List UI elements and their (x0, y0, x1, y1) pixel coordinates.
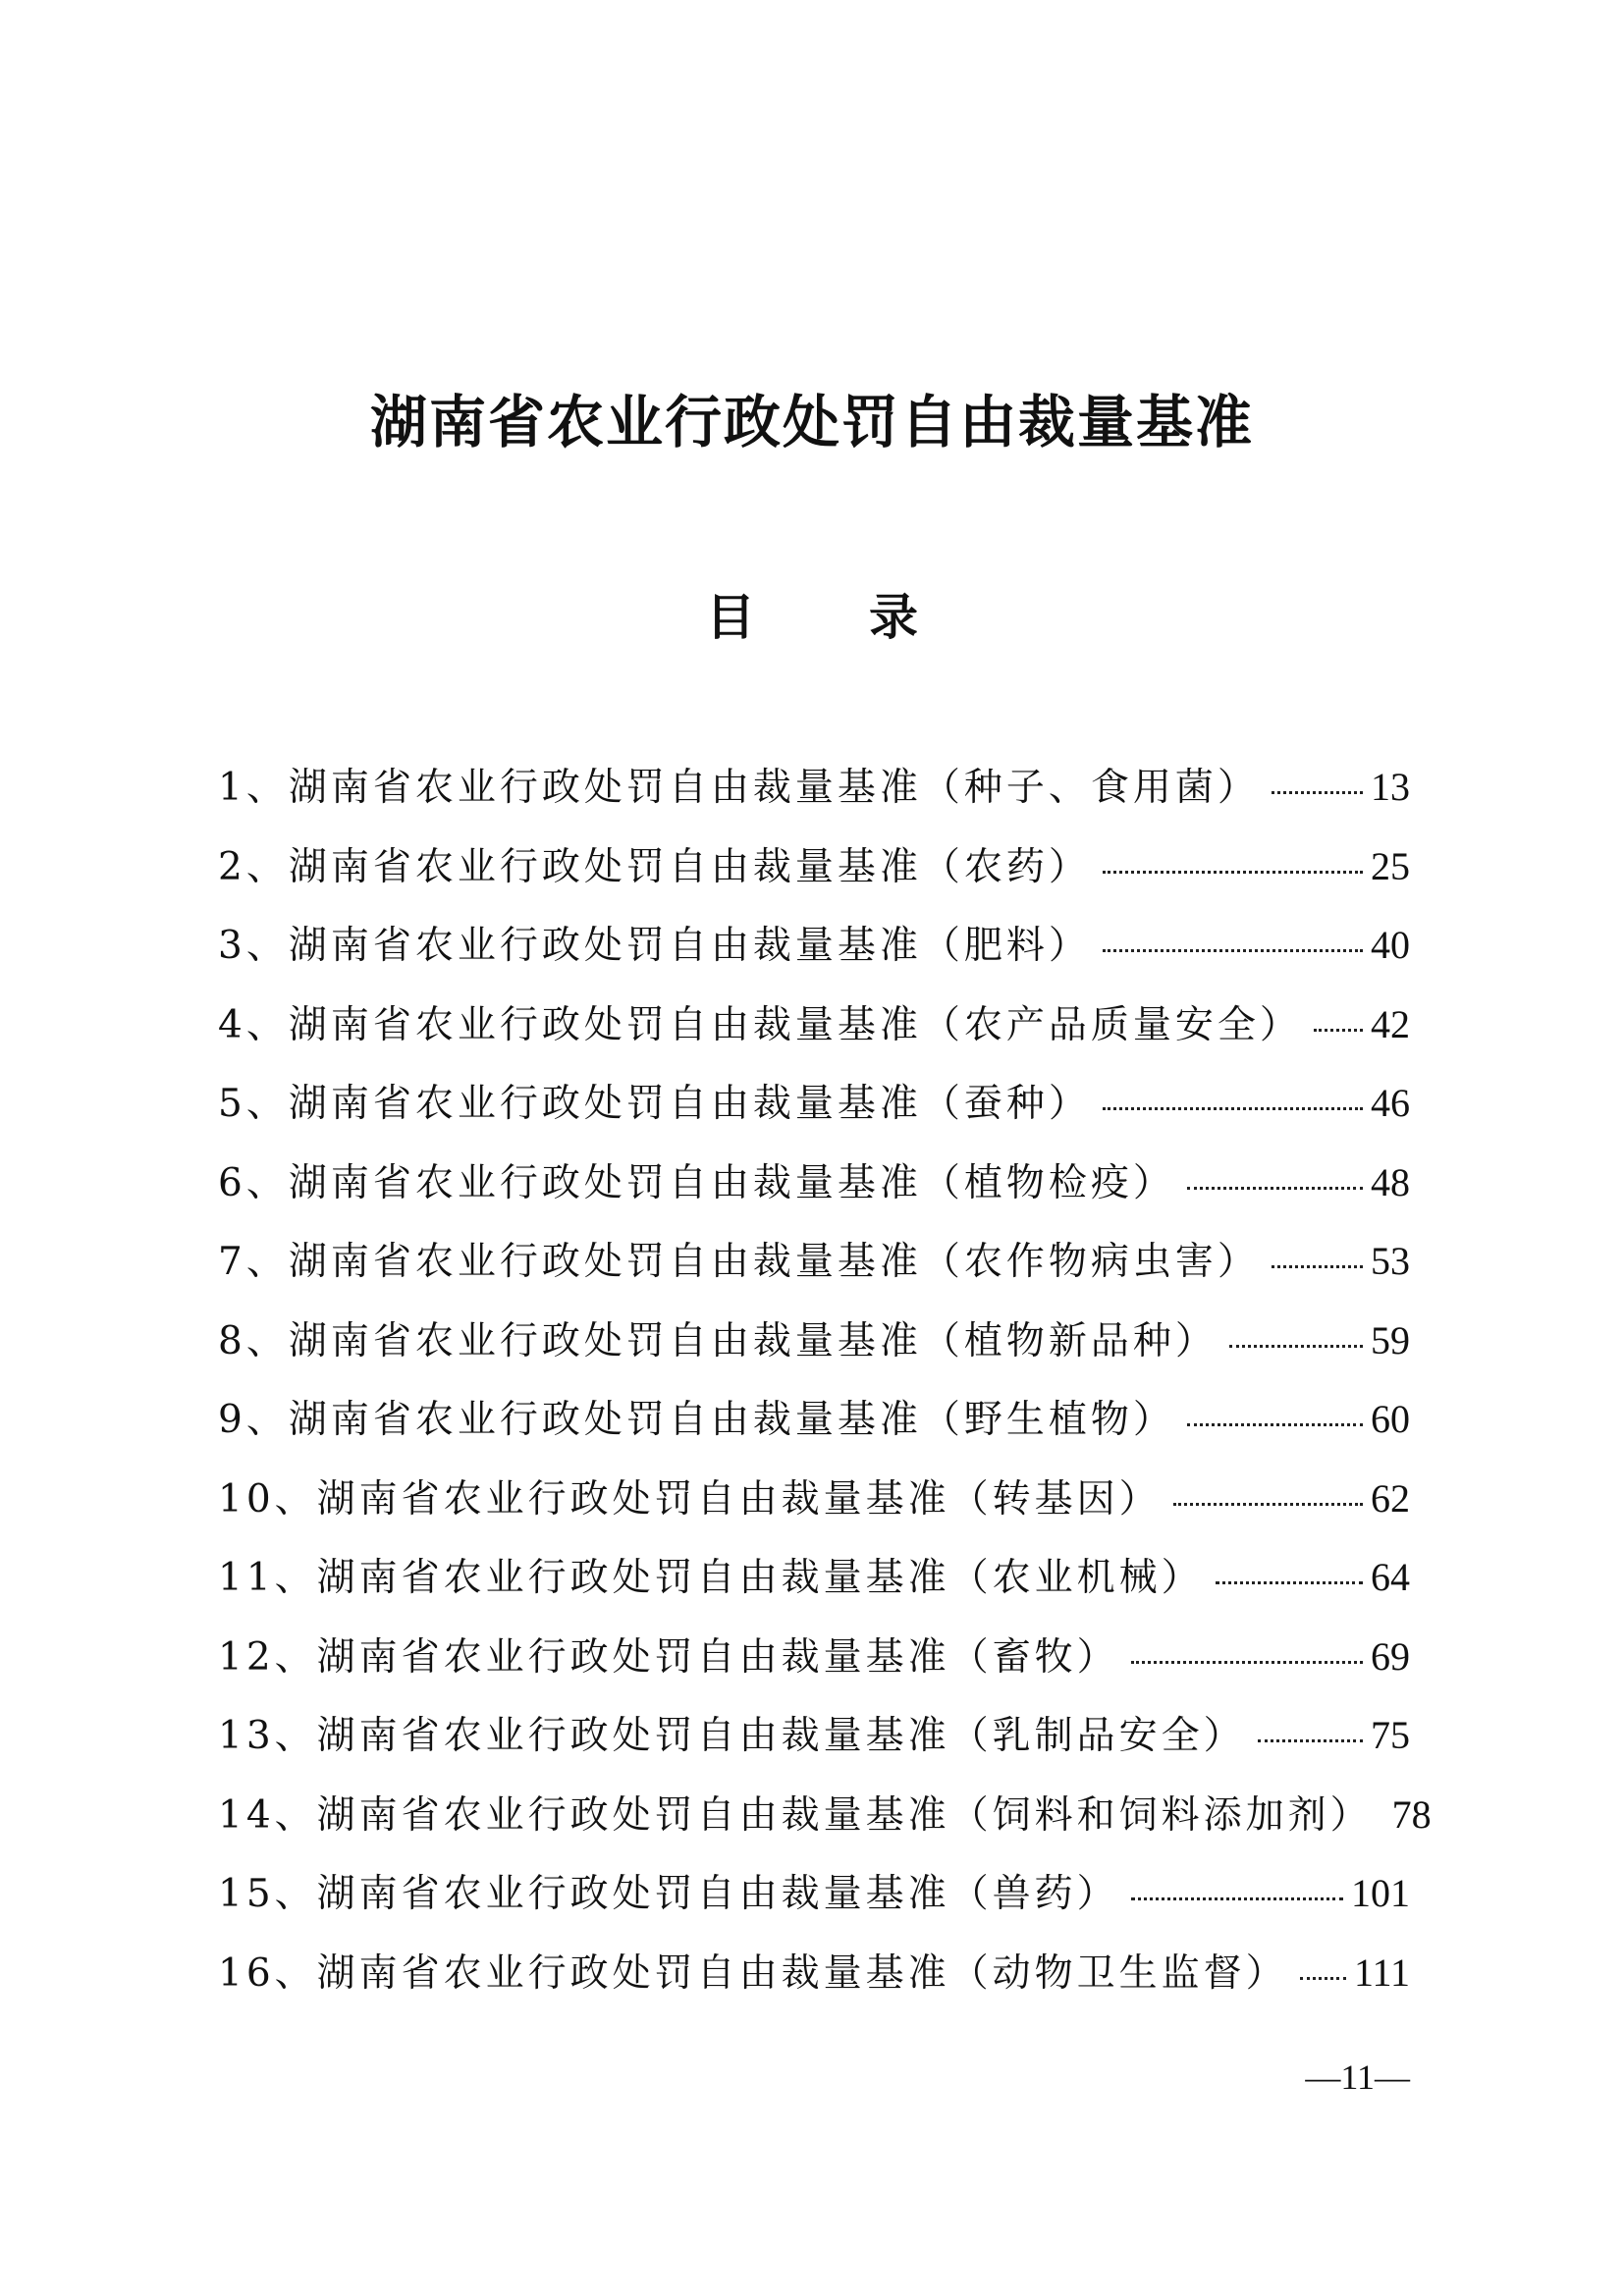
dot-leader (1131, 1897, 1343, 1900)
toc-entry-page: 111 (1353, 1949, 1410, 1995)
toc-entry-page: 46 (1371, 1081, 1410, 1125)
toc-entry-page: 53 (1371, 1239, 1410, 1283)
toc-entry[interactable] (218, 920, 1410, 999)
document-title: 湖南省农业行政处罚自由裁量基准 (369, 389, 1254, 455)
dot-leader (1258, 1739, 1363, 1742)
toc-entry-page: 48 (1371, 1159, 1410, 1204)
toc-entry-title: 10、湖南省农业行政处罚自由裁量基准（转基因） (218, 1476, 1162, 1522)
dot-leader (1314, 1029, 1363, 1032)
toc-heading-char-1: 目 (706, 588, 755, 646)
toc-heading (0, 586, 1624, 649)
toc-entry-title: 8、湖南省农业行政处罚自由裁量基准（植物新品种） (218, 1318, 1218, 1363)
toc-entry-title: 16、湖南省农业行政处罚自由裁量基准（动物卫生监督） (218, 1950, 1288, 1996)
toc-entry[interactable] (218, 1157, 1410, 1237)
toc-entry-title: 9、湖南省农业行政处罚自由裁量基准（野生植物） (218, 1398, 1175, 1442)
toc-entry-page: 62 (1371, 1475, 1410, 1521)
dot-leader (1103, 871, 1363, 874)
toc-entry-page: 75 (1371, 1713, 1410, 1757)
dot-leader (1229, 1345, 1363, 1348)
toc-entry[interactable] (218, 1948, 1410, 2027)
toc-entry[interactable] (218, 1473, 1410, 1553)
toc-entry[interactable] (218, 1631, 1410, 1711)
dot-leader (1187, 1423, 1363, 1426)
toc-entry-page: 64 (1371, 1555, 1410, 1599)
dot-leader (1272, 1265, 1363, 1268)
dot-leader (1103, 1107, 1363, 1110)
toc-entry-title: 14、湖南省农业行政处罚自由裁量基准（饲料和饲料添加剂） (218, 1792, 1373, 1838)
toc-entry-title: 6、湖南省农业行政处罚自由裁量基准（植物检疫） (218, 1160, 1175, 1205)
toc-entry-page: 59 (1371, 1317, 1410, 1362)
dot-leader (1103, 949, 1363, 952)
toc-entry[interactable] (218, 1078, 1410, 1157)
toc-entry-page: 69 (1371, 1633, 1410, 1679)
toc-entry-title: 12、湖南省农业行政处罚自由裁量基准（畜牧） (218, 1634, 1119, 1680)
dot-leader (1300, 1977, 1346, 1980)
toc-entry-title: 3、湖南省农业行政处罚自由裁量基准（肥料） (218, 924, 1091, 968)
toc-entry-title: 7、湖南省农业行政处罚自由裁量基准（农作物病虫害） (218, 1240, 1260, 1284)
toc-entry-page: 101 (1351, 1871, 1410, 1915)
toc-entry[interactable] (218, 1710, 1410, 1789)
toc-entry-page: 42 (1371, 1001, 1410, 1046)
toc-entry-title: 5、湖南省农业行政处罚自由裁量基准（蚕种） (218, 1082, 1091, 1126)
page-number: —11— (1305, 2057, 1410, 2097)
toc-entry[interactable] (218, 1315, 1410, 1395)
toc-entry[interactable] (218, 1552, 1410, 1631)
toc-entry[interactable] (218, 841, 1410, 921)
dot-leader (1187, 1187, 1363, 1190)
table-of-contents (218, 762, 1432, 2026)
toc-entry-page: 78 (1391, 1791, 1432, 1837)
toc-entry-page: 40 (1371, 923, 1410, 967)
toc-entry[interactable] (218, 1236, 1410, 1315)
toc-entry-title: 13、湖南省农业行政处罚自由裁量基准（乳制品安全） (218, 1714, 1246, 1758)
toc-entry-page: 60 (1371, 1397, 1410, 1441)
toc-entry-title: 2、湖南省农业行政处罚自由裁量基准（农药） (218, 844, 1091, 889)
dot-leader (1272, 791, 1363, 794)
dot-leader (1216, 1581, 1363, 1584)
toc-entry-page: 25 (1371, 843, 1410, 888)
toc-heading-char-2: 录 (869, 588, 918, 646)
toc-entry[interactable] (218, 1394, 1410, 1473)
dot-leader (1131, 1661, 1363, 1664)
toc-entry-title: 15、湖南省农业行政处罚自由裁量基准（兽药） (218, 1872, 1119, 1916)
toc-entry[interactable] (218, 999, 1410, 1079)
toc-entry-title: 1、湖南省农业行政处罚自由裁量基准（种子、食用菌） (218, 766, 1260, 810)
toc-entry-title: 11、湖南省农业行政处罚自由裁量基准（农业机械） (218, 1556, 1204, 1600)
toc-entry[interactable] (218, 1868, 1410, 1948)
toc-entry[interactable] (218, 762, 1410, 841)
dot-leader (1173, 1503, 1363, 1506)
toc-entry-title: 4、湖南省农业行政处罚自由裁量基准（农产品质量安全） (218, 1002, 1302, 1047)
toc-entry[interactable] (218, 1789, 1432, 1869)
toc-entry-page: 13 (1371, 765, 1410, 809)
